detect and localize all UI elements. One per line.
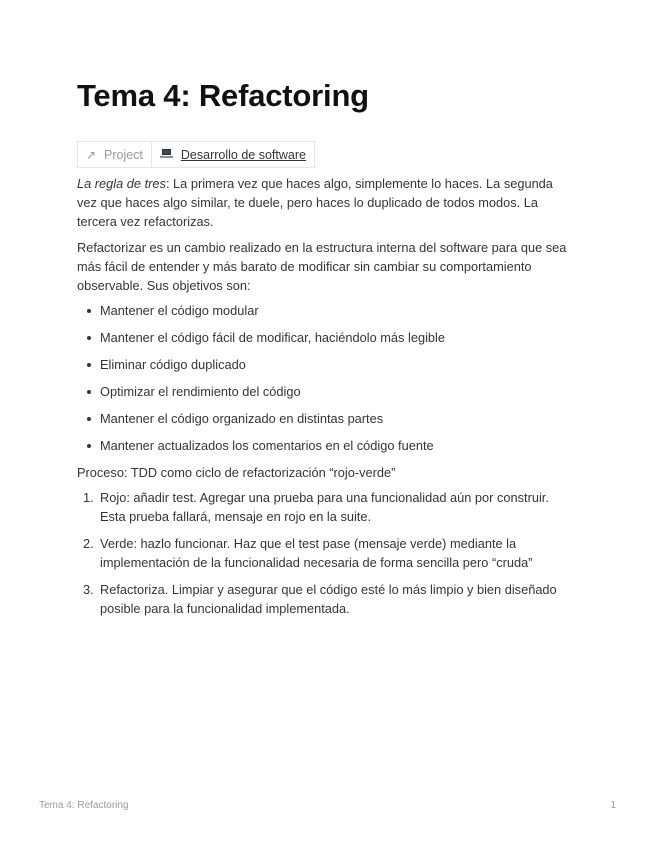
list-item: 3. Refactoriza. Limpiar y asegurar que el código esté lo más limpio y bien diseñado posible para la funcionalidad implementada. (83, 582, 557, 616)
list-item: Mantener el código fácil de modificar, haciéndolo más legible (77, 328, 572, 347)
list-item: Mantener el código modular (77, 301, 572, 320)
rule-of-three-text: : La primera vez que haces algo, simplemente lo haces. La segunda vez que haces algo similar, te duele, pero haces lo duplicado de todos modos. La tercera vez refactorizas. (77, 176, 553, 229)
rule-of-three-paragraph (77, 174, 572, 231)
list-item: Optimizar el rendimiento del código (77, 382, 572, 401)
steps-list (77, 488, 572, 618)
page-title: Tema 4: Refactoring (77, 78, 369, 113)
document-body (77, 174, 572, 626)
list-item: 2. Verde: hazlo funcionar. Haz que el test pase (mensaje verde) mediante la implementación de la funcionalidad necesaria de forma sencilla pero “cruda” (83, 536, 533, 570)
list-item: Eliminar código duplicado (77, 355, 572, 374)
project-link[interactable]: Desarrollo de software (180, 147, 306, 162)
list-item: Mantener el código organizado en distintas partes (77, 409, 572, 428)
list-item: Mantener actualizados los comentarios en el código fuente (77, 436, 572, 455)
process-heading: Proceso: TDD como ciclo de refactorización “rojo-verde” (77, 465, 396, 480)
list-item: 1. Rojo: añadir test. Agregar una prueba para una funcionalidad aún por construir. Esta prueba fallará, mensaje en rojo en la suite. (83, 490, 549, 524)
property-value[interactable] (152, 142, 314, 167)
footer-title: Tema 4: Refactoring (39, 800, 129, 811)
properties-table (77, 141, 315, 168)
objectives-list (77, 301, 572, 455)
laptop-icon (160, 149, 173, 158)
rule-of-three-title: La regla de tres (77, 176, 166, 191)
property-key-label: Project (104, 147, 143, 162)
arrow-up-right-icon: ↗ (86, 147, 97, 162)
definition-paragraph: Refactorizar es un cambio realizado en la estructura interna del software para que sea más fácil de entender y más barato de modificar sin cambiar su comportamiento observable. Sus objetivos son: (77, 240, 567, 293)
page-number: 1 (610, 800, 616, 811)
property-key (78, 142, 152, 167)
